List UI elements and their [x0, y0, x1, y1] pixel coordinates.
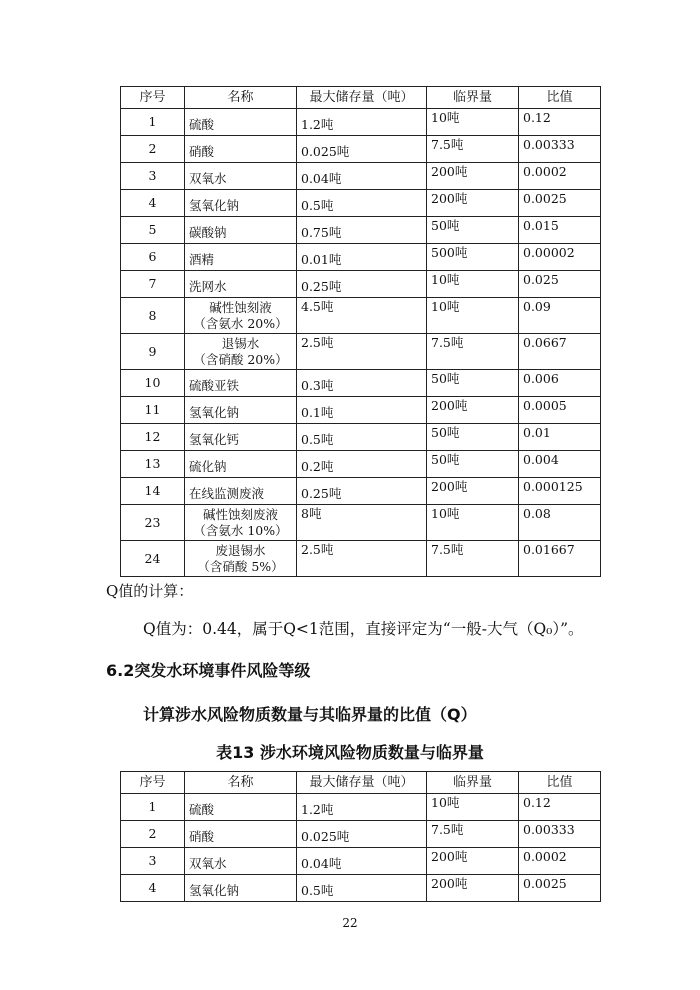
substance-name [185, 370, 297, 397]
row-number: 1 [121, 109, 185, 136]
substance-name-line: 洗网水 [189, 279, 227, 294]
table-row [121, 298, 601, 334]
substance-name [185, 136, 297, 163]
row-number: 4 [121, 875, 185, 902]
table-row [121, 217, 601, 244]
ratio-value: 0.01667 [519, 541, 601, 577]
substance-name [185, 163, 297, 190]
ratio-value: 0.000125 [519, 478, 601, 505]
substance-name [185, 424, 297, 451]
row-number: 11 [121, 397, 185, 424]
ratio-value: 0.015 [519, 217, 601, 244]
table-row [121, 109, 601, 136]
ratio-value: 0.0025 [519, 875, 601, 902]
table-row [121, 136, 601, 163]
critical-quantity: 500吨 [427, 244, 519, 271]
ratio-value: 0.00333 [519, 136, 601, 163]
substance-name-line: 氢氧化钠 [189, 883, 240, 898]
substance-name-line: 酒精 [189, 252, 215, 267]
table-row [121, 370, 601, 397]
substance-name-line: 双氧水 [189, 171, 227, 186]
header-max-storage: 最大储存量（吨） [297, 772, 427, 794]
table-row [121, 163, 601, 190]
ratio-value: 0.00002 [519, 244, 601, 271]
table-row [121, 541, 601, 577]
table-row [121, 244, 601, 271]
row-number: 2 [121, 821, 185, 848]
critical-quantity: 10吨 [427, 298, 519, 334]
max-storage: 0.5吨 [297, 190, 427, 217]
critical-quantity: 200吨 [427, 163, 519, 190]
max-storage: 0.25吨 [297, 271, 427, 298]
max-storage: 1.2吨 [297, 794, 427, 821]
critical-quantity: 200吨 [427, 478, 519, 505]
header-ratio: 比值 [519, 87, 601, 109]
substance-name-line: 碱性蚀刻液 [209, 299, 272, 315]
max-storage: 0.1吨 [297, 397, 427, 424]
table-row [121, 451, 601, 478]
critical-quantity: 200吨 [427, 848, 519, 875]
table-row [121, 271, 601, 298]
ratio-value: 0.0002 [519, 163, 601, 190]
substance-name-line: 废退锡水 [215, 542, 266, 558]
ratio-value: 0.01 [519, 424, 601, 451]
table-row [121, 478, 601, 505]
header-no: 序号 [121, 772, 185, 794]
row-number: 3 [121, 848, 185, 875]
critical-quantity: 7.5吨 [427, 334, 519, 370]
ratio-value: 0.0005 [519, 397, 601, 424]
water-risk-substance-table [120, 771, 601, 902]
header-no: 序号 [121, 87, 185, 109]
ratio-value: 0.0667 [519, 334, 601, 370]
header-critical: 临界量 [427, 772, 519, 794]
max-storage: 4.5吨 [297, 298, 427, 334]
critical-quantity: 7.5吨 [427, 821, 519, 848]
substance-name [185, 298, 297, 334]
critical-quantity: 50吨 [427, 370, 519, 397]
row-number: 14 [121, 478, 185, 505]
substance-name [185, 334, 297, 370]
max-storage: 8吨 [297, 505, 427, 541]
substance-name-line: 硝酸 [189, 144, 215, 159]
table-row [121, 190, 601, 217]
max-storage: 0.04吨 [297, 848, 427, 875]
substance-name [185, 217, 297, 244]
substance-name-line: 硫酸亚铁 [189, 378, 240, 393]
substance-name [185, 190, 297, 217]
row-number: 9 [121, 334, 185, 370]
row-number: 8 [121, 298, 185, 334]
substance-name [185, 397, 297, 424]
ratio-value: 0.12 [519, 794, 601, 821]
max-storage: 0.25吨 [297, 478, 427, 505]
substance-name [185, 875, 297, 902]
critical-quantity: 200吨 [427, 397, 519, 424]
row-number: 3 [121, 163, 185, 190]
critical-quantity: 50吨 [427, 217, 519, 244]
ratio-value: 0.004 [519, 451, 601, 478]
row-number: 10 [121, 370, 185, 397]
substance-name-line: 硝酸 [189, 829, 215, 844]
max-storage: 0.5吨 [297, 875, 427, 902]
substance-name [185, 244, 297, 271]
header-critical: 临界量 [427, 87, 519, 109]
table-header-row [121, 772, 601, 794]
substance-name-line: 氢氧化钠 [189, 198, 240, 213]
ratio-value: 0.006 [519, 370, 601, 397]
header-name: 名称 [185, 87, 297, 109]
max-storage: 0.75吨 [297, 217, 427, 244]
substance-name-line: （含硝酸 5%） [197, 558, 284, 574]
q-result-statement: Q值为：0.44，属于Q<1范围，直接评定为“一般-大气（Q₀）”。 [143, 620, 584, 638]
critical-quantity: 50吨 [427, 424, 519, 451]
row-number: 24 [121, 541, 185, 577]
critical-quantity: 200吨 [427, 190, 519, 217]
ratio-value: 0.00333 [519, 821, 601, 848]
header-ratio: 比值 [519, 772, 601, 794]
ratio-value: 0.12 [519, 109, 601, 136]
max-storage: 0.2吨 [297, 451, 427, 478]
substance-name-line: 在线监测废液 [189, 486, 265, 501]
substance-name-line: 硫化钠 [189, 459, 227, 474]
substance-name-line: （含硝酸 20%） [193, 351, 288, 367]
table-row [121, 794, 601, 821]
header-name: 名称 [185, 772, 297, 794]
table-row [121, 397, 601, 424]
row-number: 4 [121, 190, 185, 217]
critical-quantity: 10吨 [427, 505, 519, 541]
row-number: 1 [121, 794, 185, 821]
substance-name-line: 硫酸 [189, 117, 215, 132]
substance-name-line: 氢氧化钙 [189, 432, 240, 447]
ratio-value: 0.025 [519, 271, 601, 298]
critical-quantity: 10吨 [427, 794, 519, 821]
critical-quantity: 50吨 [427, 451, 519, 478]
row-number: 6 [121, 244, 185, 271]
substance-name-line: 碱性蚀刻废液 [202, 506, 278, 522]
max-storage: 0.025吨 [297, 136, 427, 163]
ratio-value: 0.09 [519, 298, 601, 334]
substance-name [185, 451, 297, 478]
substance-name-line: 双氧水 [189, 856, 227, 871]
row-number: 12 [121, 424, 185, 451]
table-caption: 表13 涉水环境风险物质数量与临界量 [216, 743, 484, 762]
substance-name-line: （含氨水 20%） [193, 315, 288, 331]
table-row [121, 505, 601, 541]
max-storage: 0.3吨 [297, 370, 427, 397]
substance-name [185, 271, 297, 298]
substance-name-line: 氢氧化钠 [189, 405, 240, 420]
max-storage: 0.04吨 [297, 163, 427, 190]
ratio-value: 0.0002 [519, 848, 601, 875]
table-header-row [121, 87, 601, 109]
table-row [121, 848, 601, 875]
substance-name-line: （含氨水 10%） [193, 522, 288, 538]
substance-name [185, 505, 297, 541]
sub-heading: 计算涉水风险物质数量与其临界量的比值（Q） [143, 705, 477, 724]
substance-name-line: 碳酸钠 [189, 225, 227, 240]
critical-quantity: 10吨 [427, 271, 519, 298]
row-number: 7 [121, 271, 185, 298]
max-storage: 0.01吨 [297, 244, 427, 271]
critical-quantity: 7.5吨 [427, 136, 519, 163]
substance-name [185, 848, 297, 875]
table-row [121, 334, 601, 370]
critical-quantity: 200吨 [427, 875, 519, 902]
table-row [121, 821, 601, 848]
max-storage: 0.025吨 [297, 821, 427, 848]
critical-quantity: 7.5吨 [427, 541, 519, 577]
substance-name [185, 794, 297, 821]
max-storage: 2.5吨 [297, 541, 427, 577]
table-row [121, 424, 601, 451]
row-number: 5 [121, 217, 185, 244]
substance-name-line: 硫酸 [189, 802, 215, 817]
max-storage: 0.5吨 [297, 424, 427, 451]
substance-name [185, 478, 297, 505]
table-row [121, 875, 601, 902]
critical-quantity: 10吨 [427, 109, 519, 136]
section-heading: 6.2突发水环境事件风险等级 [106, 661, 311, 680]
max-storage: 2.5吨 [297, 334, 427, 370]
substance-name [185, 821, 297, 848]
ratio-value: 0.08 [519, 505, 601, 541]
max-storage: 1.2吨 [297, 109, 427, 136]
air-risk-substance-table [120, 86, 601, 577]
substance-name [185, 541, 297, 577]
ratio-value: 0.0025 [519, 190, 601, 217]
substance-name-line: 退锡水 [221, 335, 260, 351]
header-max-storage: 最大储存量（吨） [297, 87, 427, 109]
q-calculation-label: Q值的计算： [106, 582, 194, 600]
row-number: 2 [121, 136, 185, 163]
page-number: 22 [342, 916, 358, 930]
substance-name [185, 109, 297, 136]
row-number: 13 [121, 451, 185, 478]
row-number: 23 [121, 505, 185, 541]
